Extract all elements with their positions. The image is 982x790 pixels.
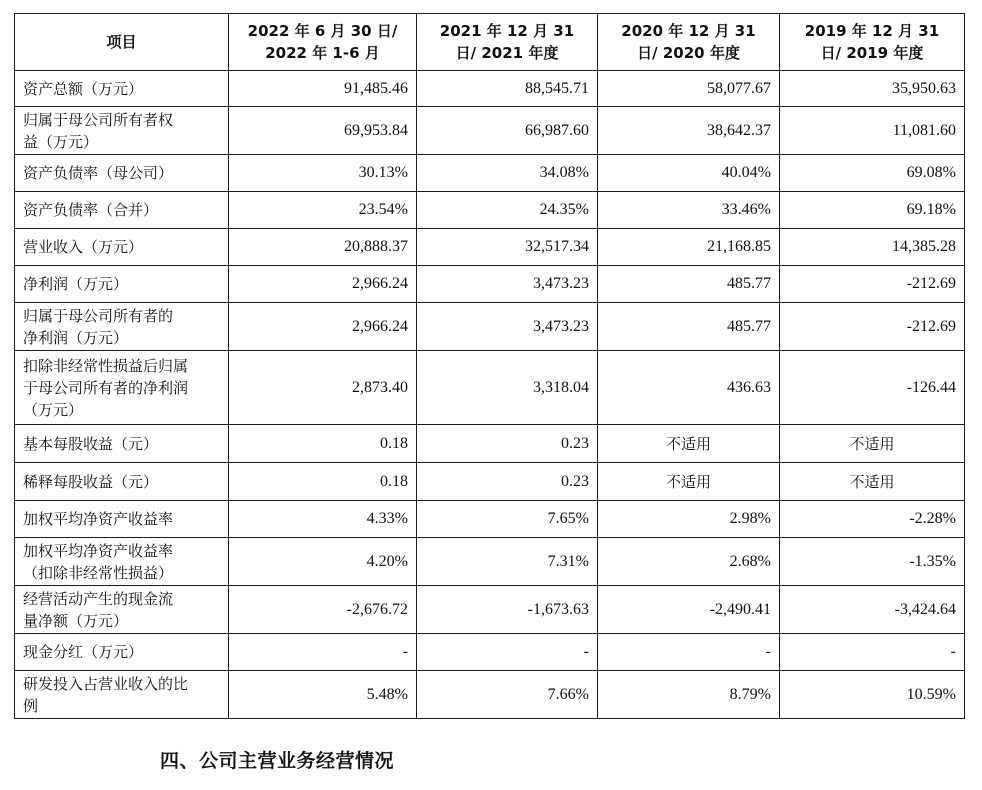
cell-value: 7.31% [417, 538, 598, 586]
table-row [15, 192, 965, 229]
cell-value: 40.04% [598, 155, 780, 192]
cell-value: 11,081.60 [780, 107, 965, 155]
table-header-row [15, 14, 965, 71]
cell-value: - [417, 634, 598, 671]
cell-value: 3,473.23 [417, 303, 598, 351]
cell-value: 436.63 [598, 351, 780, 425]
row-label-text: 加权平均净资产收益率（扣除非经常性损益） [23, 541, 174, 582]
cell-value: 0.18 [229, 463, 417, 501]
cell-value: 66,987.60 [417, 107, 598, 155]
cell-value: 69.18% [780, 192, 965, 229]
table-row [15, 107, 965, 155]
cell-value: - [598, 634, 780, 671]
row-label-text: 资产总额（万元） [23, 79, 144, 98]
row-label [15, 351, 229, 425]
cell-value: -3,424.64 [780, 586, 965, 634]
row-label [15, 229, 229, 266]
row-label-text: 现金分红（万元） [23, 643, 144, 661]
cell-value: 0.23 [417, 463, 598, 501]
cell-value: 5.48% [229, 671, 417, 719]
table-row [15, 266, 965, 303]
cell-value: 不适用 [598, 425, 780, 463]
row-label-text: 研发投入占营业收入的比例 [23, 674, 189, 715]
header-text: 2020 年 12 月 31 日/ 2020 年度 [621, 22, 756, 62]
row-label-text: 归属于母公司所有者的净利润（万元） [23, 306, 174, 347]
cell-value: - [780, 634, 965, 671]
column-header-2022h1 [229, 14, 417, 71]
cell-value: 3,318.04 [417, 351, 598, 425]
row-label [15, 538, 229, 586]
cell-value: 10.59% [780, 671, 965, 719]
cell-value: 34.08% [417, 155, 598, 192]
cell-value: 485.77 [598, 266, 780, 303]
cell-value: 不适用 [780, 425, 965, 463]
cell-value: -1,673.63 [417, 586, 598, 634]
table-row [15, 303, 965, 351]
header-text: 2022 年 6 月 30 日/ 2022 年 1-6 月 [247, 22, 398, 62]
header-text: 项目 [106, 33, 137, 51]
row-label [15, 266, 229, 303]
cell-value: 8.79% [598, 671, 780, 719]
row-label [15, 634, 229, 671]
cell-value: 2.98% [598, 501, 780, 538]
row-label-text: 稀释每股收益（元） [23, 472, 159, 491]
cell-value: 23.54% [229, 192, 417, 229]
row-label [15, 71, 229, 107]
cell-value: 4.33% [229, 501, 417, 538]
cell-value: -2.28% [780, 501, 965, 538]
cell-value: -126.44 [780, 351, 965, 425]
cell-value: 7.66% [417, 671, 598, 719]
row-label-text: 资产负债率（母公司） [23, 164, 174, 182]
cell-value: 14,385.28 [780, 229, 965, 266]
cell-value: -2,676.72 [229, 586, 417, 634]
row-label [15, 463, 229, 501]
header-text: 2019 年 12 月 31 日/ 2019 年度 [804, 22, 940, 62]
cell-value: 30.13% [229, 155, 417, 192]
table-row [15, 155, 965, 192]
cell-value: 69,953.84 [229, 107, 417, 155]
cell-value: 91,485.46 [229, 71, 417, 107]
row-label-text: 加权平均净资产收益率 [23, 510, 174, 528]
row-label [15, 155, 229, 192]
section-title: 四、公司主营业务经营情况 [160, 750, 395, 772]
cell-value: 58,077.67 [598, 71, 780, 107]
row-label-text: 净利润（万元） [23, 275, 129, 293]
table-row [15, 425, 965, 463]
cell-value: -212.69 [780, 303, 965, 351]
cell-value: 2,873.40 [229, 351, 417, 425]
table-row [15, 586, 965, 634]
table-row [15, 671, 965, 719]
cell-value: -1.35% [780, 538, 965, 586]
row-label-text: 基本每股收益（元） [23, 434, 159, 453]
column-header-item [15, 14, 229, 71]
row-label [15, 501, 229, 538]
financial-data-table [14, 13, 965, 719]
row-label-text: 归属于母公司所有者权益（万元） [23, 110, 174, 151]
cell-value: 2,966.24 [229, 266, 417, 303]
table-row [15, 229, 965, 266]
column-header-2019 [780, 14, 965, 71]
cell-value: -212.69 [780, 266, 965, 303]
row-label [15, 303, 229, 351]
row-label-text: 扣除非经常性损益后归属于母公司所有者的净利润（万元） [23, 356, 189, 419]
row-label-text: 营业收入（万元） [23, 238, 144, 256]
row-label [15, 425, 229, 463]
cell-value: 69.08% [780, 155, 965, 192]
table-row [15, 538, 965, 586]
table-row [15, 501, 965, 538]
cell-value: 33.46% [598, 192, 780, 229]
row-label [15, 586, 229, 634]
cell-value: 38,642.37 [598, 107, 780, 155]
cell-value: 21,168.85 [598, 229, 780, 266]
cell-value: 485.77 [598, 303, 780, 351]
table-row [15, 463, 965, 501]
row-label [15, 192, 229, 229]
cell-value: 不适用 [780, 463, 965, 501]
column-header-2021 [417, 14, 598, 71]
row-label [15, 671, 229, 719]
header-text: 2021 年 12 月 31 日/ 2021 年度 [439, 22, 575, 62]
cell-value: 4.20% [229, 538, 417, 586]
cell-value: - [229, 634, 417, 671]
cell-value: 不适用 [598, 463, 780, 501]
cell-value: 0.18 [229, 425, 417, 463]
cell-value: 7.65% [417, 501, 598, 538]
table-row [15, 71, 965, 107]
column-header-2020 [598, 14, 780, 71]
cell-value: 32,517.34 [417, 229, 598, 266]
cell-value: 2.68% [598, 538, 780, 586]
cell-value: 3,473.23 [417, 266, 598, 303]
row-label-text: 资产负债率（合并） [23, 201, 159, 219]
cell-value: -2,490.41 [598, 586, 780, 634]
row-label-text: 经营活动产生的现金流量净额（万元） [23, 589, 174, 630]
cell-value: 20,888.37 [229, 229, 417, 266]
row-label [15, 107, 229, 155]
table-row [15, 351, 965, 425]
cell-value: 88,545.71 [417, 71, 598, 107]
cell-value: 2,966.24 [229, 303, 417, 351]
cell-value: 35,950.63 [780, 71, 965, 107]
cell-value: 0.23 [417, 425, 598, 463]
cell-value: 24.35% [417, 192, 598, 229]
table-row [15, 634, 965, 671]
